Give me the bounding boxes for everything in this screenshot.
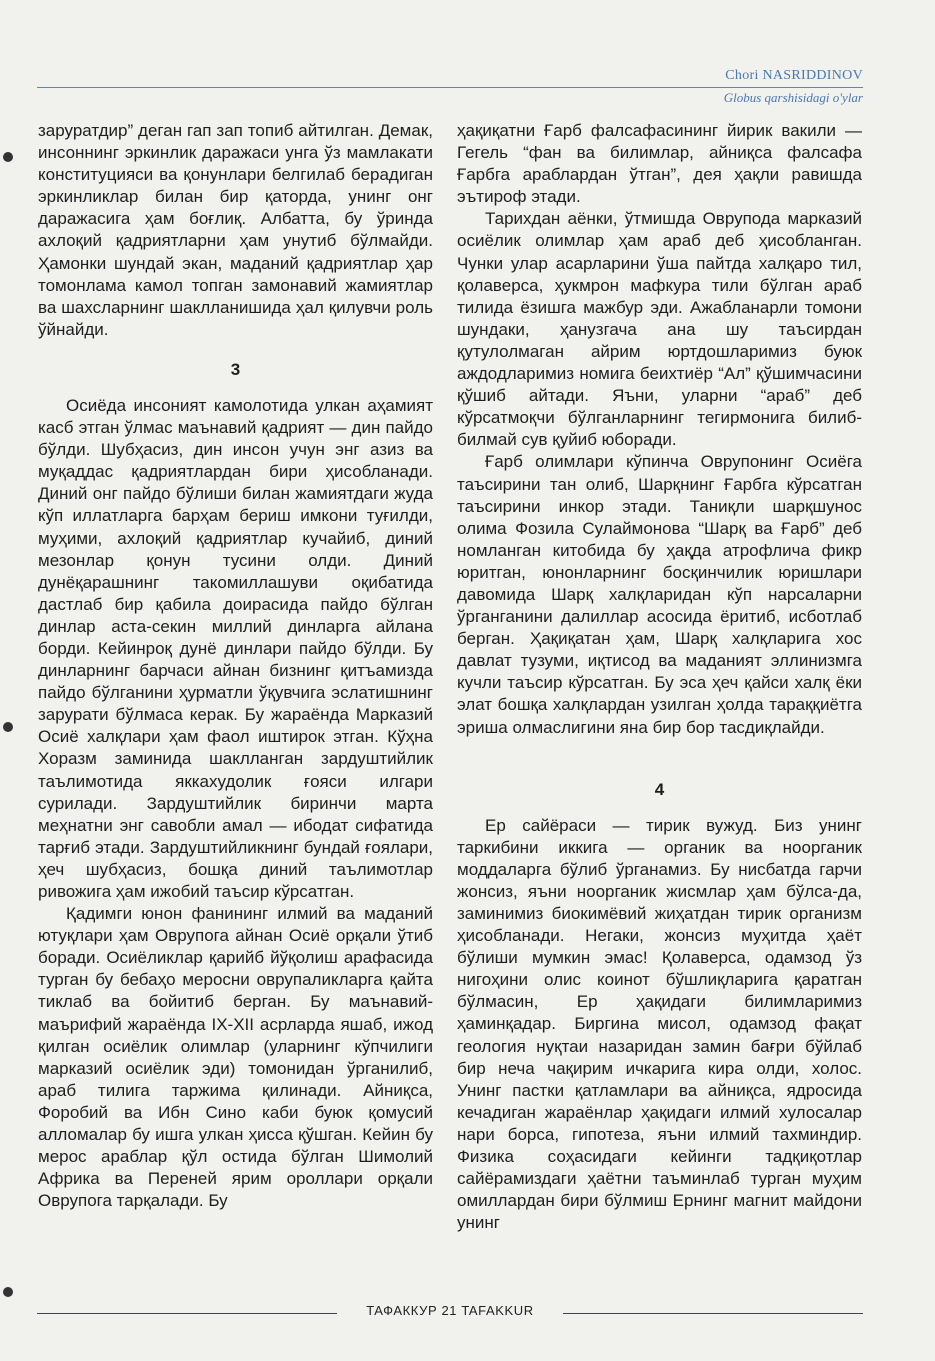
section-heading: 3 xyxy=(230,359,241,379)
binder-hole xyxy=(3,722,13,732)
binder-hole xyxy=(3,1287,13,1297)
section-heading: 4 xyxy=(654,779,665,799)
paragraph: заруратдир” деган гап зап топиб айтилган. Демак, инсоннинг эркинлик даражаси унга ўз мамлакати конституцияси ва қонунлари белгилаб берадиган эркинликлар билан бир қаторда, унинг онг даражасига ҳам боғлиқ. Албатта, бу ўринда ахлоқий қадриятларни ҳам унутиб бўлмайди. Ҳамонки шундай экан, маданий қадриятлар ҳар томонлама камол топган замонавий жамиятлар ва шахсларнинг шаклланишида ҳал қилувчи роль ўйнайди. xyxy=(38,121,433,339)
footer-rule-right xyxy=(563,1313,863,1314)
left-column xyxy=(38,120,433,1212)
header-rule xyxy=(37,87,863,88)
footer-text: ТАФАККУР 21 TAFAKKUR xyxy=(366,1303,534,1318)
paragraph: Ер сайёраси — тирик вужуд. Биз унинг таркибини иккига — органик ва ноорганик моддаларга бўлиб ўрганамиз. Бу нисбатда гарчи жонсиз, яъни ноорганик жисмлар ҳам бўлса-да, заминимиз биокимёвий жиҳатдан тирик организм ҳисобланади. Негаки, жонсиз муҳитда ҳаёт бўлиши мумкин эмас! Қолаверса, одамзод ўз нигоҳини олис коинот бўшлиқларига қаратган бўлмасин, Ер ҳақидаги билимларимиз ҳаминқадар. Биргина мисол, одамзод фақат геология нуқтаи назаридан замин бағри бўйлаб бир неча чақирим ичкарига кира олди, холос. Унинг пастки қатламлари ва айниқса, ядросида кечадиган жараёнлар ҳақидаги илмий хулосалар нари борса, гипотеза, яъни илмий тахминдир. Физика соҳасидаги кейинги тадқиқотлар сайёрамиздаги ҳаётни таъминлаб турган муҳим омиллардан бири бўлмиш Ернинг магнит майдони унинг xyxy=(457,815,862,1233)
running-header xyxy=(37,68,863,108)
page-footer xyxy=(37,1303,863,1323)
header-author: Chori NASRIDDINOV xyxy=(725,68,863,83)
paragraph: Тарихдан аёнки, ўтмишда Оврупода марказий осиёлик олимлар ҳам араб деб ҳисобланган. Чунки улар асарларини ўша пайтда халқаро тил, қолаверса, ҳукмрон мафкура тили бўлган араб тилида ёзишга мажбур эди. Ажабланарли томони шундаки, ҳанузгача ана шу таъсирдан қутулолмаган айрим юртдошларимиз буюк аждодларимиз номига беихтиёр “Ал” қўшимчасини қўшиб айтади. Яъни, уларни “араб” деб кўрсатмоқчи бўлганларнинг тегирмонига билиб-билмай сув қуйиб юборади. xyxy=(457,209,862,450)
header-subtitle: Globus qarshisidagi o'ylar xyxy=(723,90,863,105)
paragraph: Осиёда инсоният камолотида улкан аҳамият касб этган ўлмас маънавий қадрият — дин пайдо бўлди. Шубҳасиз, дин инсон учун энг азиз ва муқаддас қадриятлардан бири ҳисобланади. Диний онг пайдо бўлиши билан жамиятдаги жуда кўп иллатларга барҳам бериш имкони туғилди, муҳими, ахлоқий қадриятлар кучайиб, диний мезонлар қонун тусини олди. Диний дунёқарашнинг такомиллашуви оқибатида дастлаб бир қабила доирасида пайдо бўлган динлар аста-секин миллий динларга айлана борди. Кейинроқ дунё динлари пайдо бўлди. Бу динларнинг барчаси айнан бизнинг қитъамизда пайдо бўлганини ҳурматли ўқувчига эслатишнинг зарурати бўлмаса керак. Бу жараёнда Марказий Осиё халқлари ҳам фаол иштирок этган. Кўҳна Хоразм заминида шаклланган зардуштийлик таълимотида яккахудолик ғояси илгари сурилади. Зардуштийлик биринчи марта меҳнатни энг савобли амал — ибодат сифатида тарғиб этади. Зардуштийликнинг бундай ғоялари, ҳеч шубҳасиз, бошқа диний таълимотлар ривожига ҳам ижобий таъсир кўрсатган. xyxy=(38,395,433,901)
binder-hole xyxy=(3,152,13,162)
paragraph: ҳақиқатни Ғарб фалсафасининг йирик вакили — Гегель “фан ва билимлар, айниқса фалсафа Ғарбга араблардан ўтган”, дея ҳақли равишда эътироф этади. xyxy=(457,121,862,207)
paragraph: Қадимги юнон фанининг илмий ва маданий ютуқлари ҳам Оврупога айнан Осиё орқали ўтиб боради. Осиёликлар қарийб йўқолиш арафасида турган бу бебаҳо меросни оврупаликларга қайта тиклаб ва бойитиб берган. Бу маънавий-маърифий жараёнда IX-XII асрларда яшаб, ижод қилган осиёлик олимлар (уларнинг кўпчилиги марказий осиёлик эди) томонидан ўрганилиб, араб тилига таржима қилинади. Айниқса, Форобий ва Ибн Сино каби буюк қомусий алломалар бу ишга улкан ҳисса қўшган. Кейин бу мерос араблар қўл остида бўлган Шимолий Африка ва Перeней ярим ороллари орқали Оврупога тарқалади. Бу xyxy=(38,904,433,1211)
paragraph: Ғарб олимлари кўпинча Оврупонинг Осиёга таъсирини тан олиб, Шарқнинг Ғарбга кўрсатган таъсирини инкор этади. Таниқли шарқшунос олима Фозила Сулаймонова “Шарқ ва Ғарб” деб номланган китобида бу ҳақда атрофлича фикр юритган, юнонларнинг босқинчилик юришлари давомида Шарқ халқларидан кўп нарсаларни ўрганганини далиллар асосида ёритиб, исботлаб берган. Ҳақиқатан ҳам, Шарқ халқларига хос давлат тузуми, иқтисод ва маданият эллинизмга кучли таъсир кўрсатган. Бу эса ҳеч қайси халқ ёки элат бошқа халқлардан узилган ҳолда тараққиётга эриша олмаслигини яна бир бор тасдиқлайди. xyxy=(457,452,862,737)
right-column xyxy=(457,120,862,1234)
